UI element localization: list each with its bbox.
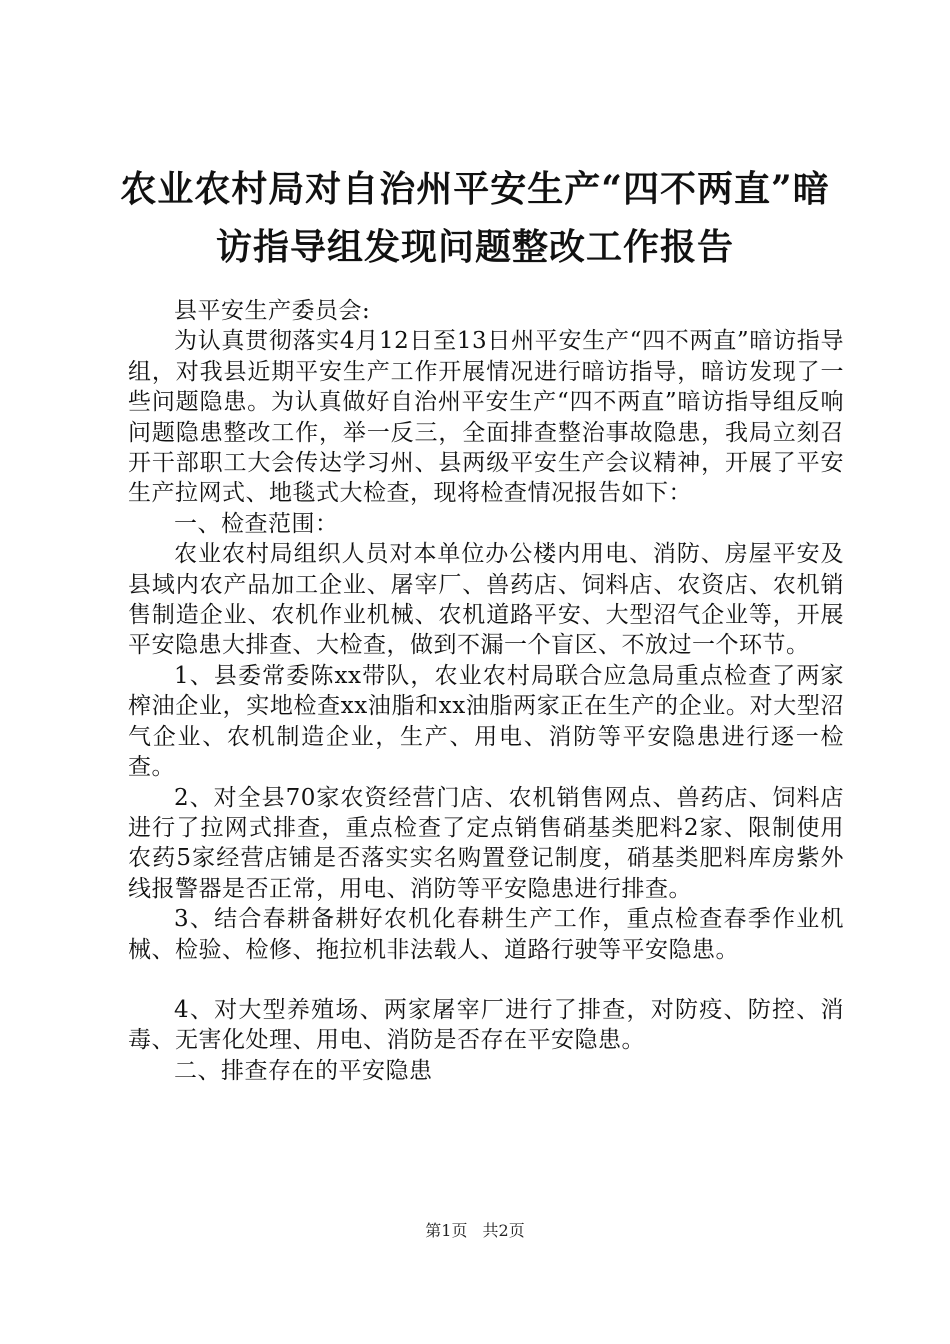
page-footer [0, 1218, 950, 1241]
document-title [110, 160, 840, 276]
paragraph-scope: 农业农村局组织人员对本单位办公楼内用电、消防、房屋平安及县域内农产品加工企业、屠宰厂、兽药店、饲料店、农资店、农机销售制造企业、农机作业机械、农机道路平安、大型沼气企业等，开展平安隐患大排查、大检查，做到不漏一个盲区、不放过一个环节。 [128, 541, 844, 659]
paragraph-item-2: 2、对全县70家农资经营门店、农机销售网点、兽药店、饲料店进行了拉网式排查，重点检查了定点销售硝基类肥料2家、限制使用农药5家经营店铺是否落实实名购置登记制度，硝基类肥料库房紫外线报警器是否正常，用电、消防等平安隐患进行排查。 [128, 784, 844, 902]
section-heading-scope: 一、检查范围： [174, 510, 339, 537]
page-total: 共2页 [482, 1221, 525, 1240]
document-body [128, 296, 844, 1086]
salutation: 县平安生产委员会: [174, 298, 371, 324]
paragraph-intro: 为认真贯彻落实4月12日至13日州平安生产“四不两直”暗访指导组，对我县近期平安生产工作开展情况进行暗访指导，暗访发现了一些问题隐患。为认真做好自治州平安生产“四不两直”暗访指导组反响问题隐患整改工作，举一反三，全面排查整治事故隐患，我局立刻召开干部职工大会传达学习州、县两级平安生产会议精神，开展了平安生产拉网式、地毯式大检查，现将检查情况报告如下： [128, 328, 844, 507]
paragraph-item-4: 4、对大型养殖场、两家屠宰厂进行了排查，对防疫、防控、消毒、无害化处理、用电、消防是否存在平安隐患。 [128, 996, 844, 1054]
page-number: 第1页 [425, 1221, 468, 1240]
section-heading-hazards: 二、排查存在的平安隐患 [174, 1057, 433, 1084]
title-line-1: 农业农村局对自治州平安生产“四不两直”暗 [120, 168, 830, 210]
paragraph-item-3: 3、结合春耕备耕好农机化春耕生产工作，重点检查春季作业机械、检验、检修、拖拉机非法载人、道路行驶等平安隐患。 [128, 906, 844, 963]
paragraph-item-1: 1、县委常委陈xx带队，农业农村局联合应急局重点检查了两家榨油企业，实地检查xx油脂和xx油脂两家正在生产的企业。对大型沼气企业、农机制造企业，生产、用电、消防等平安隐患进行逐一检查。 [128, 662, 844, 781]
title-line-2: 访指导组发现问题整改工作报告 [215, 226, 734, 268]
